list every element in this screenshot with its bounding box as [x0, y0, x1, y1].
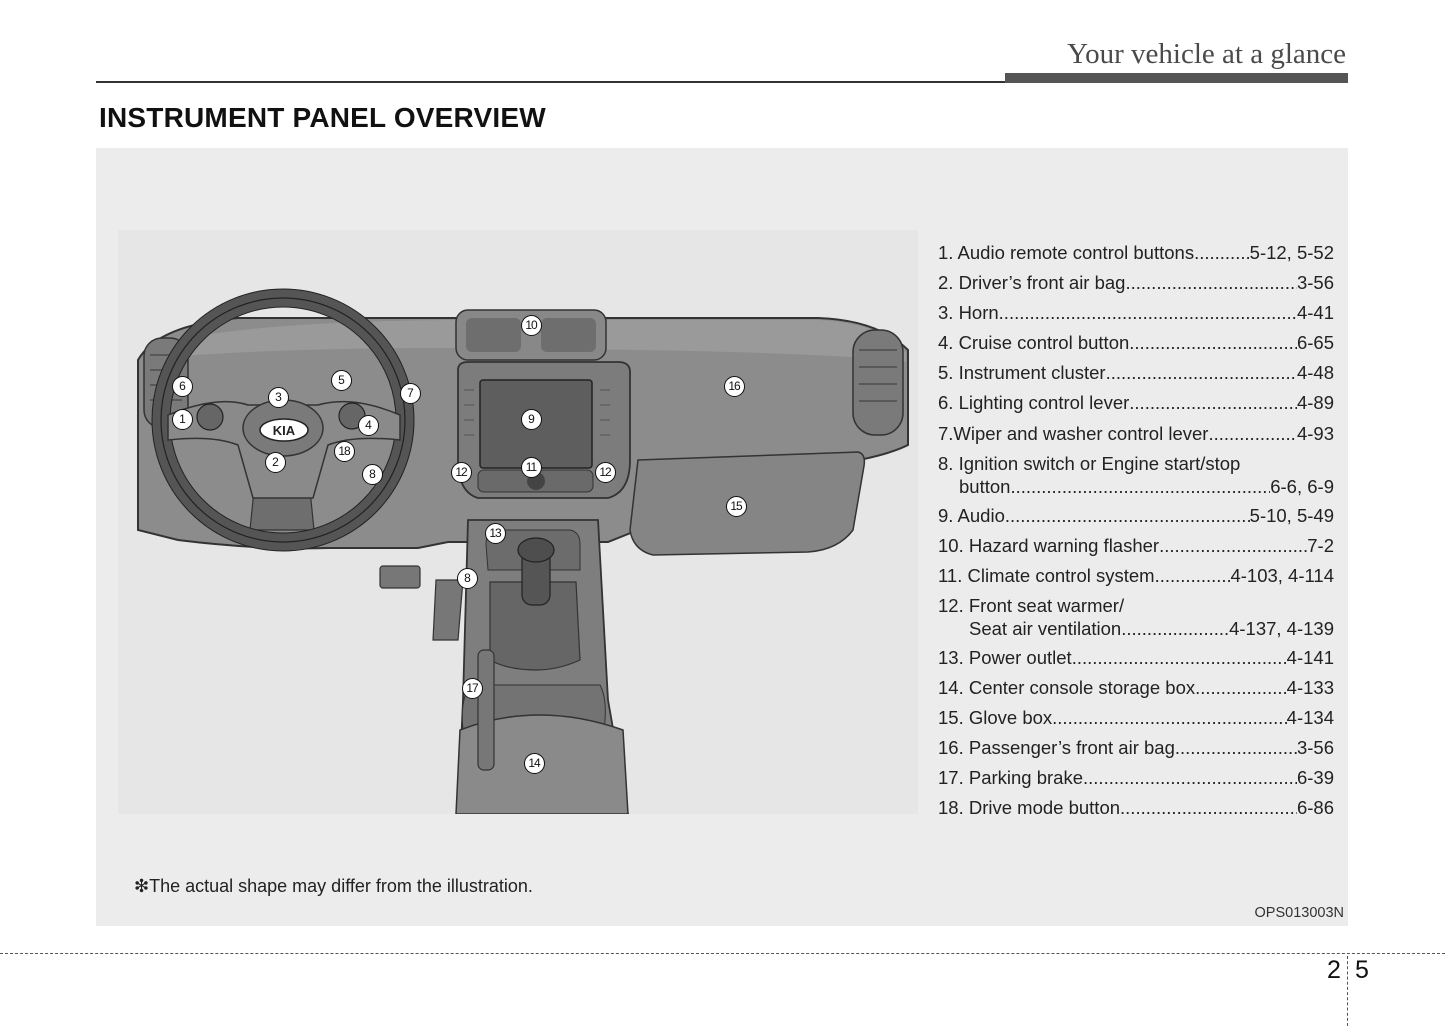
- callout-11: 11: [521, 457, 542, 478]
- callout-1: 1: [172, 409, 193, 430]
- header-rule: [96, 81, 1006, 83]
- legend-page: 4-141: [1286, 646, 1334, 668]
- legend-label: 15. Glove box: [938, 707, 1053, 729]
- legend-line: [938, 453, 1334, 475]
- legend-item: [938, 595, 1334, 640]
- legend-leader: [1083, 767, 1297, 789]
- legend-item: [938, 453, 1334, 498]
- legend-page: 4-137, 4-139: [1229, 617, 1334, 639]
- dashboard-illustration: [118, 230, 918, 814]
- legend-page: 7-2: [1307, 534, 1334, 556]
- legend-item: [938, 332, 1334, 362]
- legend-leader: [1106, 362, 1297, 384]
- legend-label-cont: Seat air ventilation: [969, 617, 1122, 639]
- callout-12-left: 12: [451, 462, 472, 483]
- legend-page: 4-89: [1296, 392, 1334, 414]
- legend-page: 3-56: [1296, 737, 1334, 759]
- legend-label: 7.Wiper and washer control lever: [938, 422, 1209, 444]
- section-title: Your vehicle at a glance: [1067, 38, 1346, 70]
- page-number-section: 2: [1327, 956, 1341, 984]
- legend-leader: [1129, 332, 1297, 354]
- legend-label: 14. Center console storage box: [938, 677, 1196, 699]
- legend-leader: [1159, 535, 1307, 557]
- legend-leader: [1175, 737, 1297, 759]
- legend-item: [938, 677, 1334, 707]
- legend-label: 1. Audio remote control buttons: [938, 242, 1195, 263]
- header-rule-accent: [1005, 73, 1348, 83]
- callout-12-right: 12: [595, 462, 616, 483]
- legend-item: [938, 797, 1334, 827]
- callout-6: 6: [172, 376, 193, 397]
- legend-label: 9. Audio: [938, 504, 1005, 526]
- legend-leader: [1129, 392, 1297, 414]
- legend-item: [938, 565, 1334, 595]
- legend-item: [938, 392, 1334, 422]
- callout-18: 18: [334, 441, 355, 462]
- legend-label: 16. Passenger’s front air bag: [938, 737, 1175, 759]
- legend-item: [938, 647, 1334, 677]
- legend-page: 4-48: [1296, 362, 1334, 384]
- legend-label: 18. Drive mode button: [938, 797, 1121, 819]
- callout-10: 10: [521, 315, 542, 336]
- legend-page: 5-12, 5-52: [1249, 242, 1334, 263]
- legend-page: 6-6, 6-9: [1270, 475, 1334, 497]
- legend-item: [938, 737, 1334, 767]
- legend-page: 4-103, 4-114: [1230, 564, 1334, 586]
- legend-label: 17. Parking brake: [938, 767, 1084, 789]
- callout-3: 3: [268, 387, 289, 408]
- legend-item: [938, 505, 1334, 535]
- legend-page: 4-134: [1286, 707, 1334, 729]
- callout-7: 7: [400, 383, 421, 404]
- legend-item: [938, 242, 1334, 272]
- legend-line: [938, 618, 1334, 640]
- legend-item: [938, 423, 1334, 453]
- legend-label: 6. Lighting control lever: [938, 392, 1130, 414]
- legend-label-cont: button: [959, 475, 1011, 497]
- callout-15: 15: [726, 496, 747, 517]
- figure-panel: [96, 148, 1348, 926]
- legend-leader: [1155, 565, 1231, 587]
- callout-8-console: 8: [457, 568, 478, 589]
- page-number-divider: [1347, 956, 1348, 1026]
- callout-16: 16: [724, 376, 745, 397]
- legend-item: [938, 535, 1334, 565]
- legend-page: 6-65: [1296, 332, 1334, 354]
- legend-label: 11. Climate control system: [938, 564, 1155, 586]
- callout-8-steering: 8: [362, 464, 383, 485]
- legend-item: [938, 272, 1334, 302]
- legend-page: 4-41: [1296, 302, 1334, 324]
- illustration-note: ❇The actual shape may differ from the illustration.: [134, 876, 533, 896]
- legend-leader: [1121, 618, 1229, 640]
- legend-page: 6-86: [1296, 797, 1334, 819]
- figure-code: OPS013003N: [1254, 905, 1344, 921]
- legend-page: 4-93: [1296, 422, 1334, 444]
- legend-leader: [1194, 242, 1250, 264]
- legend-leader: [1005, 505, 1250, 527]
- legend-item: [938, 767, 1334, 797]
- legend-page: 5-10, 5-49: [1249, 504, 1334, 526]
- legend-item: [938, 302, 1334, 332]
- legend-label: 2. Driver’s front air bag: [938, 272, 1126, 294]
- legend-label: 5. Instrument cluster: [938, 362, 1106, 384]
- legend-leader: [1072, 647, 1287, 669]
- callout-13: 13: [485, 523, 506, 544]
- callout-4: 4: [358, 415, 379, 436]
- callout-5: 5: [331, 370, 352, 391]
- legend-page: 3-56: [1296, 272, 1334, 294]
- page-number-page: 5: [1355, 956, 1369, 984]
- legend-item: [938, 362, 1334, 392]
- legend-page: 6-39: [1296, 767, 1334, 789]
- legend-list: [938, 242, 1334, 828]
- legend-leader: [1120, 797, 1297, 819]
- legend-label: 3. Horn: [938, 302, 999, 324]
- kia-logo: KIA: [272, 423, 296, 438]
- callout-17: 17: [462, 678, 483, 699]
- legend-leader: [1052, 707, 1287, 729]
- legend-leader: [1010, 476, 1270, 498]
- legend-leader: [1195, 677, 1287, 699]
- legend-label: 12. Front seat warmer/: [938, 594, 1125, 616]
- footer-rule: [0, 953, 1445, 954]
- legend-label: 10. Hazard warning flasher: [938, 534, 1160, 556]
- legend-leader: [1208, 423, 1297, 445]
- legend-label: 4. Cruise control button: [938, 332, 1130, 354]
- legend-page: 4-133: [1286, 677, 1334, 699]
- legend-line: [938, 595, 1334, 617]
- callout-14: 14: [524, 753, 545, 774]
- legend-leader: [999, 302, 1297, 324]
- legend-label: 13. Power outlet: [938, 646, 1072, 668]
- dashboard-drawing: [118, 230, 918, 814]
- legend-line: [938, 476, 1334, 498]
- callout-2: 2: [265, 452, 286, 473]
- page-title: INSTRUMENT PANEL OVERVIEW: [99, 102, 546, 133]
- legend-label: 8. Ignition switch or Engine start/stop: [938, 452, 1241, 474]
- legend-leader: [1125, 272, 1296, 294]
- callout-9: 9: [521, 409, 542, 430]
- legend-item: [938, 707, 1334, 737]
